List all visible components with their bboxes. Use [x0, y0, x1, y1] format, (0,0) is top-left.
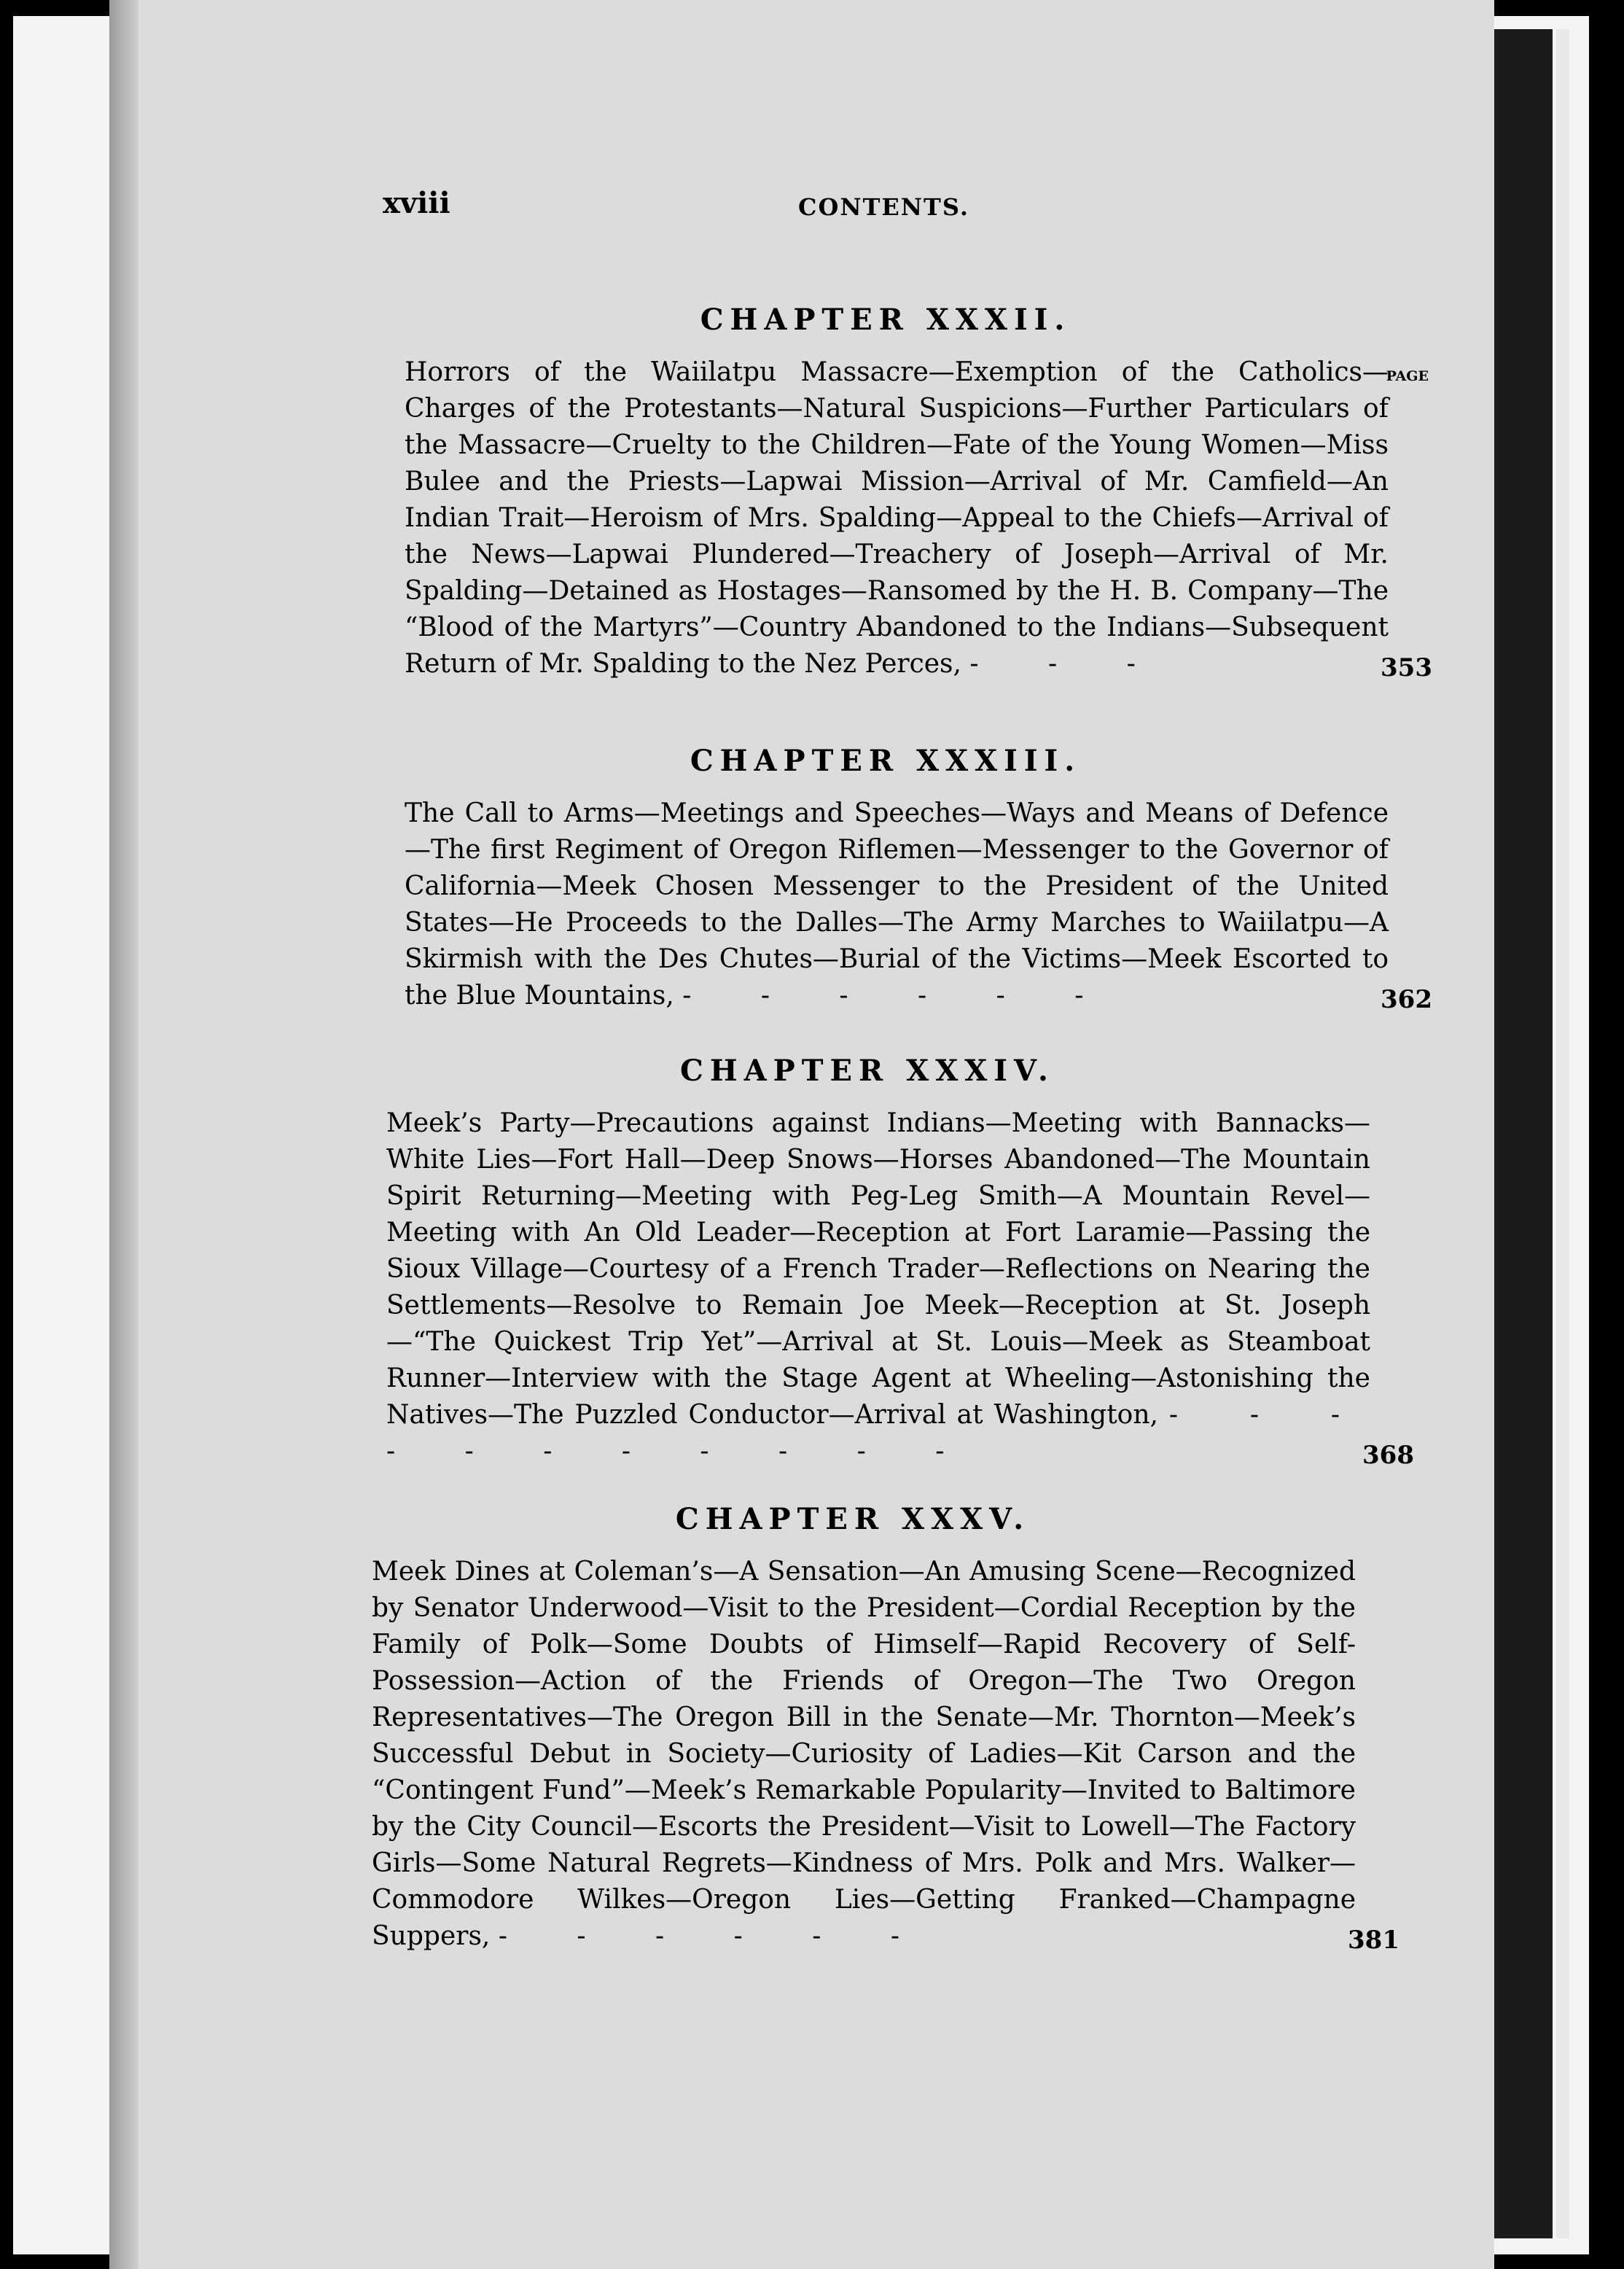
chapter-summary-text: The Call to Arms—Meetings and Speeches—Ways and Means of Defence—The first Regiment of Oregon Riflemen—Messenger to the Governor of California—Meek Chosen Messenger to the President of the United States—He Proceeds to the Dalles—The Army Marches to Waiilatpu—A Skirmish with the Des Chutes—Burial of the Victims—Meek Escorted to the Blue Mountains, [405, 798, 1389, 1011]
chapter-entry [350, 1502, 1399, 1955]
chapter-summary-text: Meek’s Party—Precautions against Indians—Meeting with Bannacks—White Lies—Fort Hall—Deep Snows—Horses Abandoned—The Mountain Spirit Returning—Meeting with Peg-Leg Smith—A Mountain Revel—Meeting with An Old Leader—Reception at Fort Laramie—Passing the Sioux Village—Courtesy of a French Trader—Reflections on Nearing the Settlements—Resolve to Remain Joe Meek—Reception at St. Joseph—“The Quickest Trip Yet”—Arrival at St. Louis—Meek as Steamboat Runner—Interview with the Stage Agent at Wheeling—Astonishing the Natives—The Puzzled Conductor—Arrival at Washington, [386, 1108, 1370, 1430]
chapter-summary [364, 1105, 1370, 1470]
running-head [383, 186, 1389, 230]
chapter-entry [364, 1054, 1414, 1470]
page-column-label: PAGE [1386, 368, 1429, 384]
facing-page-edge [1556, 29, 1569, 2238]
chapter-page-number: 362 [1381, 985, 1432, 1014]
chapter-page-number: 353 [1381, 653, 1432, 682]
chapter-entry [383, 303, 1432, 682]
chapter-summary-text: Meek Dines at Coleman’s—A Sensation—An Amusing Scene—Recognized by Senator Underwood—Visit to the President—Cordial Reception by the Family of Polk—Some Doubts of Himself—Rapid Recovery of Self-Possession—Action of the Friends of Oregon—The Two Oregon Representatives—The Oregon Bill in the Senate—Mr. Thornton—Meek’s Successful Debut in Society—Curiosity of Ladies—Kit Carson and the “Contingent Fund”—Meek’s Remarkable Popularity—Invited to Baltimore by the City Council—Escorts the President—Visit to Lowell—The Factory Girls—Some Natural Regrets—Kindness of Mrs. Polk and Mrs. Walker—Commodore Wilkes—Oregon Lies—Getting Franked—Champagne Suppers, [372, 1557, 1356, 1951]
chapter-heading: CHAPTER XXXV. [675, 1502, 1031, 1536]
chapter-page-number: 381 [1348, 1926, 1399, 1955]
dot-leaders: - - - [969, 649, 1166, 679]
chapter-entry [383, 744, 1432, 1014]
dot-leaders: - - - - - - - - - - - [386, 1400, 1370, 1466]
chapter-page-number: 368 [1362, 1441, 1414, 1470]
page-number: xviii [383, 186, 450, 220]
chapter-summary [350, 1554, 1356, 1955]
chapter-summary [383, 354, 1389, 682]
chapter-summary [383, 795, 1389, 1014]
dot-leaders: - - - - - - [682, 981, 1114, 1011]
chapter-heading: CHAPTER XXXIV. [680, 1054, 1055, 1088]
page-edge-shadow [1494, 29, 1553, 2238]
running-title: CONTENTS. [798, 193, 969, 221]
chapter-heading: CHAPTER XXXIII. [690, 744, 1082, 778]
chapter-summary-text: Horrors of the Waiilatpu Massacre—Exemption of the Catholics—Charges of the Protestants—Natural Suspicions—Further Particulars of the Massacre—Cruelty to the Children—Fate of the Young Women—Miss Bulee and the Priests—Lapwai Mission—Arrival of Mr. Camfield—An Indian Trait—Heroism of Mrs. Spalding—Appeal to the Chiefs—Arrival of the News—Lapwai Plundered—Treachery of Joseph—Arrival of Mr. Spalding—Detained as Hostages—Ransomed by the H. B. Company—The “Blood of the Martyrs”—Country Abandoned to the Indians—Subsequent Return of Mr. Spalding to the Nez Perces, [405, 357, 1389, 679]
gutter-shadow [109, 0, 138, 2269]
chapter-heading: CHAPTER XXXII. [700, 303, 1071, 337]
dot-leaders: - - - - - - [498, 1921, 931, 1951]
